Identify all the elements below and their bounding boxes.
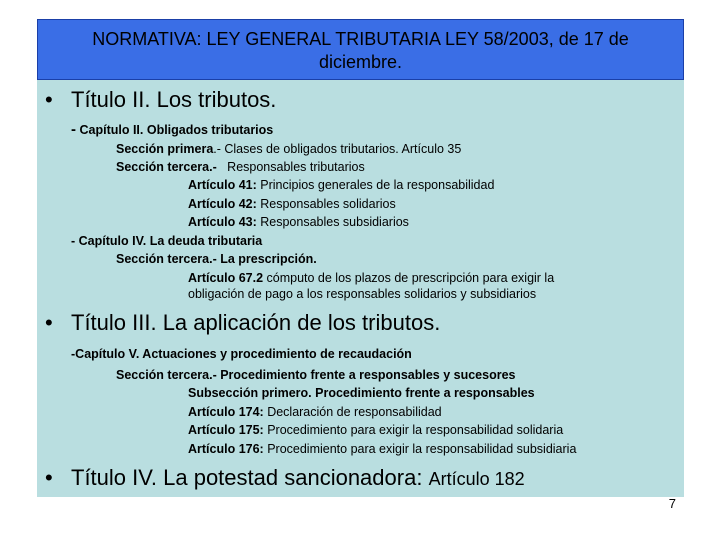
titulo-2-heading: Título II. Los tributos.	[71, 87, 277, 112]
capitulo-4: - Capítulo IV. La deuda tributaria	[71, 234, 263, 248]
page-number: 7	[668, 496, 676, 511]
seccion-tercera-rest: Responsables tributarios	[227, 160, 365, 174]
seccion-tercera-bold: Sección tercera.-	[116, 160, 217, 174]
articulo-42	[188, 197, 396, 211]
articulo-67-2-line-2: obligación de pago a los responsables solidarios y subsidiarios	[188, 287, 537, 301]
articulo-175-bold: Artículo 175:	[188, 423, 264, 437]
articulo-43	[188, 215, 409, 229]
articulo-42-bold: Artículo 42:	[188, 197, 257, 211]
articulo-175	[188, 423, 563, 437]
capitulo-5: -Capítulo V. Actuaciones y procedimiento de recaudación	[71, 347, 412, 361]
seccion-tercera	[116, 160, 365, 174]
seccion-primera	[116, 142, 461, 156]
articulo-175-rest: Procedimiento para exigir la responsabilidad solidaria	[263, 423, 564, 437]
articulo-176	[188, 442, 576, 456]
articulo-174	[188, 405, 442, 419]
seccion-primera-rest: .- Clases de obligados tributarios. Artículo 35	[213, 142, 462, 156]
articulo-174-bold: Artículo 174:	[188, 405, 264, 419]
slide-title-line-1: NORMATIVA: LEY GENERAL TRIBUTARIA LEY 58/2003, de 17 de	[92, 29, 629, 49]
titulo-4-article: Artículo 182	[428, 469, 525, 489]
articulo-67-2-bold: Artículo 67.2	[188, 271, 264, 285]
bullet-titulo-4: •	[45, 465, 53, 490]
capitulo-2-label: Capítulo II. Obligados tributarios	[79, 123, 274, 137]
slide-title-box	[37, 19, 684, 80]
bullet-titulo-2: •	[45, 87, 53, 112]
articulo-41-bold: Artículo 41:	[188, 178, 257, 192]
titulo-3-heading: Título III. La aplicación de los tributos.	[71, 310, 441, 335]
bullet-titulo-3: •	[45, 310, 53, 335]
articulo-43-bold: Artículo 43:	[188, 215, 257, 229]
titulo-4-heading-text: Título IV. La potestad sancionadora:	[71, 465, 423, 490]
seccion-primera-bold: Sección primera	[116, 142, 214, 156]
dash-glyph: -	[71, 121, 76, 138]
slide-content	[37, 80, 684, 497]
articulo-174-rest: Declaración de responsabilidad	[263, 405, 442, 419]
slide-title-line-2: diciembre.	[318, 52, 403, 72]
articulo-42-rest: Responsables solidarios	[256, 197, 396, 211]
articulo-67-2	[188, 271, 554, 285]
seccion-tercera-procedimiento: Sección tercera.- Procedimiento frente a responsables y sucesores	[116, 368, 516, 382]
titulo-4-heading	[71, 465, 525, 491]
articulo-43-rest: Responsables subsidiarios	[256, 215, 409, 229]
articulo-41	[188, 178, 494, 192]
subseccion-primero: Subsección primero. Procedimiento frente a responsables	[188, 386, 535, 400]
seccion-tercera-prescripcion: Sección tercera.- La prescripción.	[116, 252, 317, 266]
articulo-67-2-rest: cómputo de los plazos de prescripción para exigir la	[263, 271, 555, 285]
articulo-176-bold: Artículo 176:	[188, 442, 264, 456]
articulo-41-rest: Principios generales de la responsabilidad	[256, 178, 495, 192]
articulo-176-rest: Procedimiento para exigir la responsabilidad subsidiaria	[263, 442, 577, 456]
capitulo-2	[71, 121, 273, 138]
